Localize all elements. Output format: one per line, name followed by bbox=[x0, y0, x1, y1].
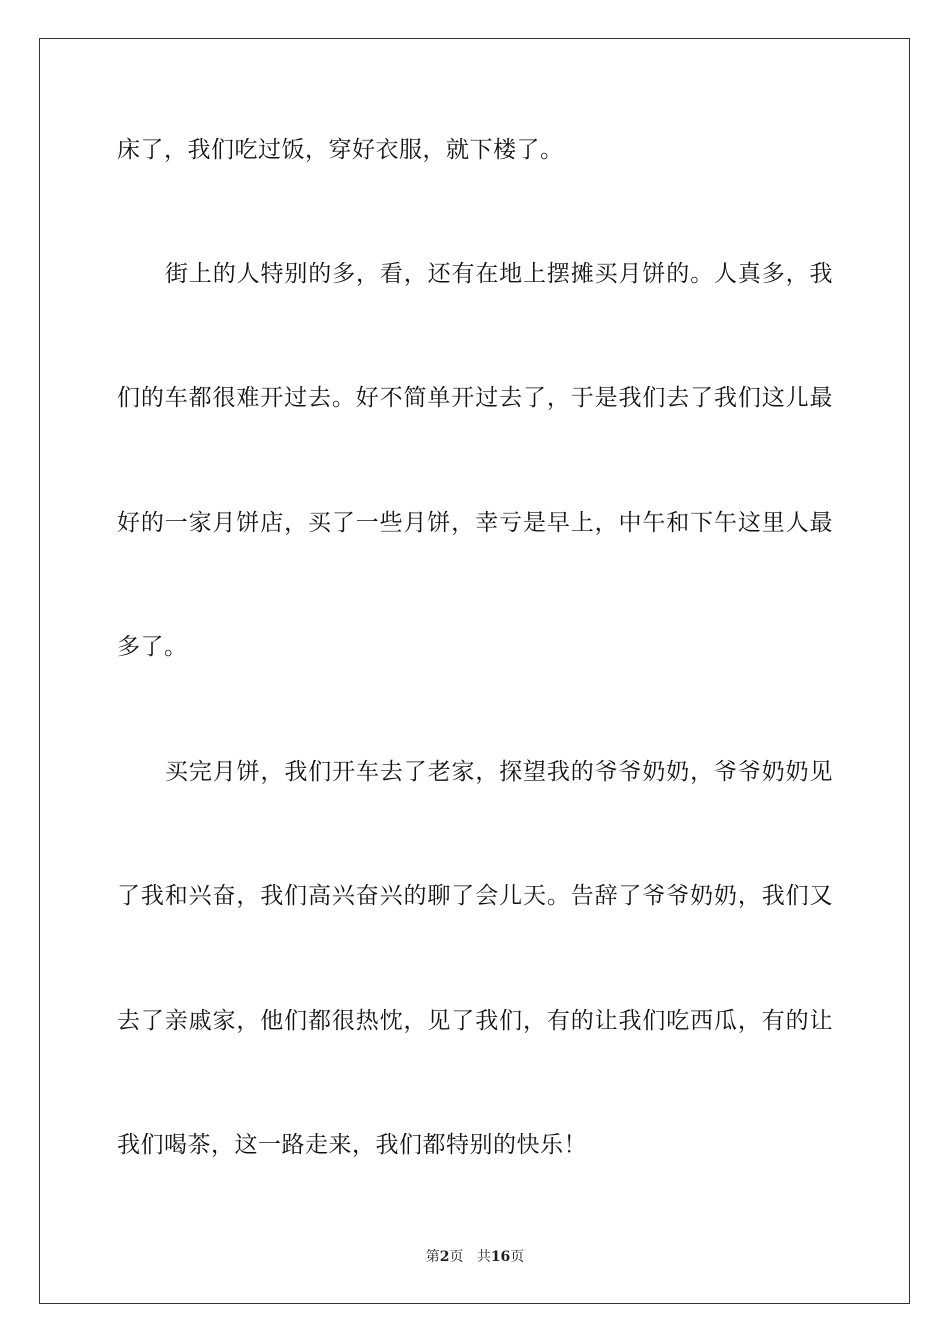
text-line-8: 去了亲戚家，他们都很热忱，见了我们，有的让我们吃西瓜，有的让 bbox=[117, 1008, 833, 1034]
total-suffix: 页 bbox=[510, 1249, 525, 1265]
text-line-4: 好的一家月饼店，买了一些月饼，幸亏是早上，中午和下午这里人最 bbox=[117, 510, 833, 536]
page-number: 2 bbox=[439, 1249, 450, 1265]
text-line-3: 们的车都很难开过去。好不简单开过去了，于是我们去了我们这儿最 bbox=[117, 385, 833, 411]
text-line-6: 买完月饼，我们开车去了老家，探望我的爷爷奶奶，爷爷奶奶见 bbox=[165, 759, 833, 785]
total-pages: 16 bbox=[490, 1249, 511, 1265]
page-prefix: 第 bbox=[425, 1249, 440, 1265]
text-line-7: 了我和兴奋，我们高兴奋兴的聊了会儿天。告辞了爷爷奶奶，我们又 bbox=[117, 883, 833, 909]
text-line-9: 我们喝茶，这一路走来，我们都特别的快乐！ bbox=[117, 1132, 587, 1158]
page-suffix: 页 bbox=[449, 1249, 464, 1265]
text-line-2: 街上的人特别的多，看，还有在地上摆摊买月饼的。人真多，我 bbox=[165, 261, 833, 287]
page-border bbox=[39, 38, 910, 1304]
text-line-5: 多了。 bbox=[117, 634, 188, 660]
page-footer bbox=[0, 1248, 950, 1266]
text-line-1: 床了，我们吃过饭，穿好衣服，就下楼了。 bbox=[117, 137, 564, 163]
total-prefix: 共 bbox=[476, 1249, 491, 1265]
